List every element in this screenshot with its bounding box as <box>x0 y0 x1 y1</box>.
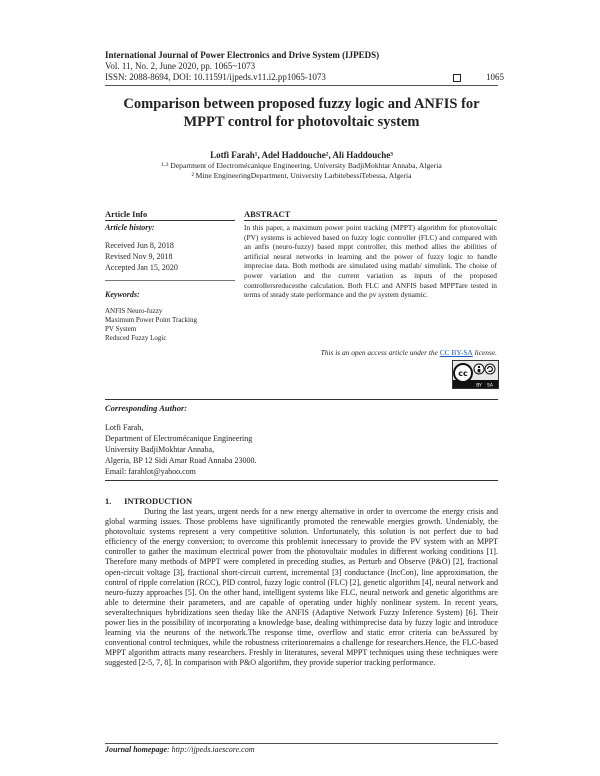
title-line-2: MPPT control for photovoltaic system <box>183 113 420 130</box>
open-access-suffix: license. <box>474 348 497 357</box>
corresponding-line: Lotfi Farah, <box>105 423 144 432</box>
introduction-heading: 1. INTRODUCTION <box>105 496 193 506</box>
corresponding-bottom-rule <box>105 480 498 481</box>
affiliation-2: ² Mine EngineeringDepartment, University LarbitebessiTebessa, Algeria <box>191 171 412 180</box>
history-divider <box>105 280 235 281</box>
keywords-heading: Keywords: <box>105 290 140 299</box>
history-revised: Revised Nov 9, 2018 <box>105 252 173 261</box>
abstract-rule <box>244 220 497 221</box>
keyword-item: PV System <box>105 325 137 333</box>
corresponding-heading: Corresponding Author: <box>105 403 188 413</box>
journal-volume: Vol. 11, No. 2, June 2020, pp. 1065~1073 <box>105 61 256 71</box>
affiliation-1: ¹·³ Department of Electromécanique Engineering, University BadjiMokhtar Annaba, Algeria <box>161 161 442 170</box>
corresponding-email: Email: farahlot@yahoo.com <box>105 467 196 476</box>
square-icon <box>453 74 461 82</box>
history-received: Received Jun 8, 2018 <box>105 241 174 250</box>
abstract-text: In this paper, a maximum power point tracking (MPPT) algorithm for photovoltaic (PV) systems is achieved based on fuzzy logic controller (FLC) and compared with an anfis (neuro-fuzzy) based mppt controller, this method allies the abilities of artificial neural networks in learning and the power of fuzzy logic to handle imprecise data. Both methods are simulated using matlab/ simulink. The choise of power variation and the current variation as inputs of the proposed controllersreducesthe calculation. Both FLC and ANFIS based MPPTare tested in terms of steady state performance and the pv system dynamic. <box>244 223 497 300</box>
sa-icon <box>485 364 495 374</box>
corresponding-line: University BadjiMokhtar Annaba, <box>105 445 215 454</box>
keyword-item: Maximum Power Point Tracking <box>105 316 197 324</box>
history-heading: Article history: <box>105 223 155 232</box>
authors: Lotfi Farah¹, Adel Haddouche², Ali Haddouche³ <box>210 150 393 160</box>
corresponding-line: Algeria, BP 12 Sidi Amar Road Annaba 23000. <box>105 456 257 465</box>
keyword-item: ANFIS Neuro-fuzzy <box>105 307 163 315</box>
sa-label: SA <box>486 383 494 388</box>
corresponding-line: Department of Electromécanique Engineering <box>105 434 253 443</box>
keyword-item: Reduced Fuzzy Logic <box>105 334 167 342</box>
footer-rule <box>105 743 498 744</box>
svg-text:cc: cc <box>458 369 468 378</box>
open-access-prefix: This is an open access article under the <box>320 348 438 357</box>
journal-name: International Journal of Power Electronics and Drive System (IJPEDS) <box>105 50 380 60</box>
homepage-url[interactable]: : http://ijpeds.iaescore.com <box>167 745 255 754</box>
introduction-text: During the last years, urgent needs for a new energy alternative in order to overcome the energy crisis and global warming issues. Those problems have significantly promoted the renewable energies growth. Undeniably, the photovoltaic systems represent a very competitive solution. Unfortunately, this solution is not perfect due to bad efficiency of the energy conversion; to overcome this problemit isnecessary to provide the PV system with an MPPT controller to gather the maximum electrical power from the photovoltaic modules in different working conditions [1]. Therefore many methods of MPPT were completed in preceding studies, as Perturb and Observe (P&O) [2], fractional open-circuit voltage [3], fractional short-circuit current, incremental [3] conductance (IncCon), line approximation, the control of ripple correlation (RCC), PID control, fuzzy logic control (FLC) [2], genetic algorithm [4], neural network and neuro-fuzzy approaches [5]. On the other hand, intelligent systems like FLC, neural network and genetic algorithms are able to determine their parameters, and are capable of operating under highly nonlinear system. In recent years, severaltechniques hybridizations seen theday like the ANFIS (Adaptive Network Fuzzy Inference System) [6]. Their power lies in the possibility of incorporating a knowledge base, dealing withimprecise data by fuzzy logic and introduce learning via the neurons of the network.The response time, overflow and static error criteria can beAssured by conventional control techniques, while the robustness criterionremains a challenge for researchers.Hence, the FLC-based MPPT algorithm attracts many researchers. Freshly in literatures, several MPPT techniques using these techniques were suggested [2-5, 7, 8]. In comparison with P&O algorithm, they provide superior tracking performance. <box>105 507 498 668</box>
license-link[interactable]: CC BY-SA <box>439 348 473 357</box>
paper-title <box>105 96 498 131</box>
cc-badge-graphic <box>453 361 498 388</box>
open-access-notice <box>244 348 497 358</box>
journal-homepage <box>105 745 254 755</box>
homepage-label: Journal homepage <box>105 745 168 754</box>
corresponding-top-rule <box>105 399 498 400</box>
cc-by-sa-badge[interactable] <box>452 360 499 389</box>
article-info-rule <box>105 220 235 221</box>
history-accepted: Accepted Jan 15, 2020 <box>105 263 178 272</box>
article-info-heading: Article Info <box>105 209 148 219</box>
journal-issn-doi: ISSN: 2088-8694, DOI: 10.11591/ijpeds.v11.i2.pp1065-1073 <box>105 72 326 82</box>
abstract-heading: ABSTRACT <box>244 209 291 219</box>
by-label: BY <box>476 383 482 388</box>
page-number: 1065 <box>486 72 504 82</box>
title-line-1: Comparison between proposed fuzzy logic and ANFIS for <box>123 96 480 112</box>
header-rule <box>105 85 498 86</box>
